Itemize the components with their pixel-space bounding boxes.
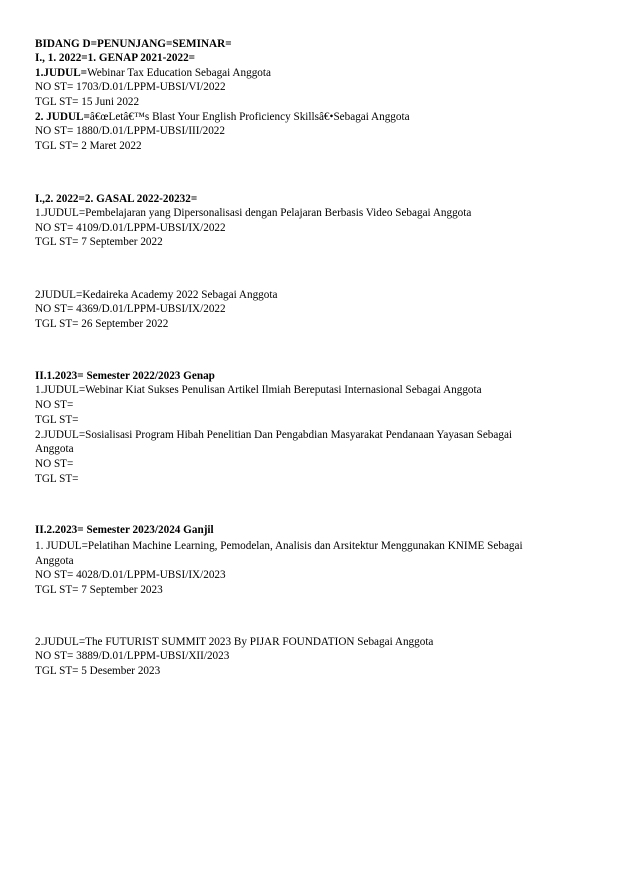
entry-tgl-st: TGL ST= 15 Juni 2022: [35, 96, 140, 108]
entry-no-st: NO ST= 4109/D.01/LPPM-UBSI/IX/2022: [35, 222, 226, 234]
entry-title: [35, 66, 271, 80]
entry-title: 1. JUDUL=Pelatihan Machine Learning, Pemodelan, Analisis dan Arsitektur Menggunakan KNIME Sebagai: [35, 540, 523, 552]
entry-title: 2.JUDUL=Sosialisasi Program Hibah Penelitian Dan Pengabdian Masyarakat Pendanaan Yayasan Sebagai: [35, 429, 513, 441]
entry-title: 1.JUDUL=Pembelajaran yang Dipersonalisasi dengan Pelajaran Berbasis Video Sebagai Anggota: [35, 207, 472, 219]
entry-tgl-st: TGL ST= 7 September 2022: [35, 236, 163, 248]
entry-title: 1.JUDUL=Webinar Kiat Sukses Penulisan Artikel Ilmiah Bereputasi Internasional Sebagai Anggota: [35, 384, 482, 396]
section-heading: I.,2. 2022=2. GASAL 2022-20232=: [35, 193, 198, 205]
entry-tgl-st: TGL ST=: [35, 473, 79, 485]
entry-tgl-st: TGL ST= 2 Maret 2022: [35, 140, 142, 152]
entry-tgl-st: TGL ST= 7 September 2023: [35, 584, 163, 596]
entry-no-st: NO ST=: [35, 399, 74, 411]
entry-title: 2.JUDUL=The FUTURIST SUMMIT 2023 By PIJAR FOUNDATION Sebagai Anggota: [35, 636, 434, 648]
entry-no-st: NO ST= 1880/D.01/LPPM-UBSI/III/2022: [35, 125, 225, 137]
entry-title-text: Webinar Tax Education Sebagai Anggota: [87, 67, 271, 79]
section-heading: II.2.2023= Semester 2023/2024 Ganjil: [35, 524, 214, 536]
entry-title-text: â€œLetâ€™s Blast Your English Proficiency Skillsâ€•Sebagai Anggota: [89, 111, 410, 123]
entry-title-continuation: Anggota: [35, 443, 74, 455]
section-heading: I., 1. 2022=1. GENAP 2021-2022=: [35, 52, 196, 64]
entry-title: 2JUDUL=Kedaireka Academy 2022 Sebagai Anggota: [35, 289, 278, 301]
section-heading: II.1.2023= Semester 2022/2023 Genap: [35, 370, 215, 382]
entry-no-st: NO ST= 4028/D.01/LPPM-UBSI/IX/2023: [35, 569, 226, 581]
entry-no-st: NO ST= 3889/D.01/LPPM-UBSI/XII/2023: [35, 650, 230, 662]
entry-title-continuation: Anggota: [35, 555, 74, 567]
entry-title: [35, 110, 410, 124]
entry-title-label: 2. JUDUL=: [35, 111, 90, 123]
entry-tgl-st: TGL ST= 26 September 2022: [35, 318, 169, 330]
document-title: BIDANG D=PENUNJANG=SEMINAR=: [35, 38, 232, 50]
entry-no-st: NO ST= 1703/D.01/LPPM-UBSI/VI/2022: [35, 81, 226, 93]
entry-no-st: NO ST=: [35, 458, 74, 470]
entry-tgl-st: TGL ST=: [35, 414, 79, 426]
entry-no-st: NO ST= 4369/D.01/LPPM-UBSI/IX/2022: [35, 303, 226, 315]
entry-tgl-st: TGL ST= 5 Desember 2023: [35, 665, 161, 677]
entry-title-label: 1.JUDUL=: [35, 67, 88, 79]
